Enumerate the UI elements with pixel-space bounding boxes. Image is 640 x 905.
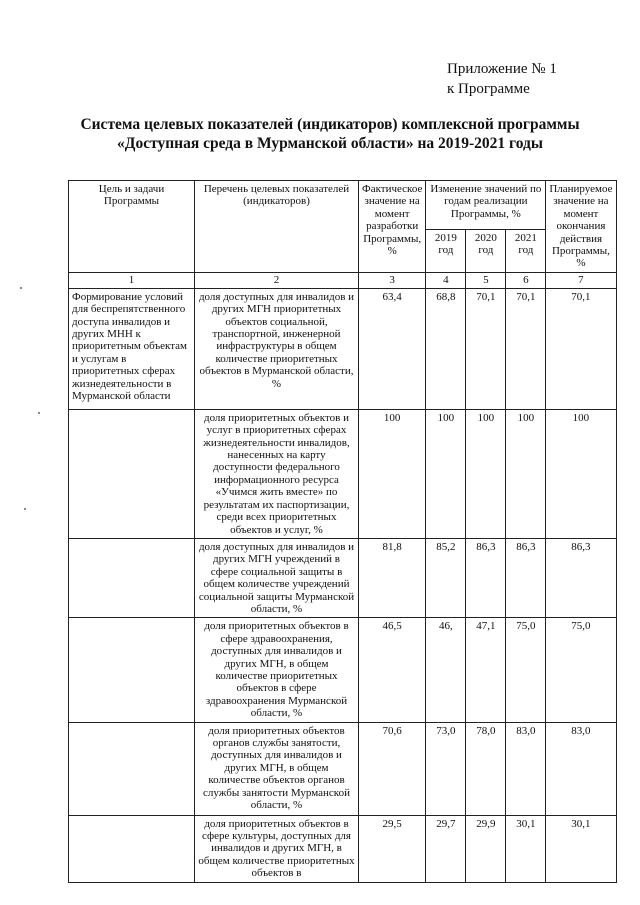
column-number: 1 [69, 272, 195, 288]
planned-value: 86,3 [546, 538, 616, 617]
value-2020: 78,0 [466, 722, 506, 815]
appendix-reference: к Программе [447, 81, 530, 97]
value-2020: 47,1 [466, 618, 506, 722]
indicator-cell: доля приоритетных объектов и услуг в приоритетных сферах жизнедеятельности инвалидов, нанесенных на карту доступности федерального информационного ресурса «Учимся жить вместе» по результатам их паспортизации, среди всех приоритетных объектов и услуг, % [195, 409, 359, 538]
column-number: 3 [359, 272, 426, 288]
planned-value: 100 [546, 409, 616, 538]
planned-value: 83,0 [546, 722, 616, 815]
header-row-1 [69, 181, 617, 230]
scan-speck [20, 287, 22, 289]
value-2021: 86,3 [506, 538, 546, 617]
header-year-2021: 2021 год [506, 230, 546, 273]
indicator-cell: доля приоритетных объектов в сфере здравоохранения, доступных для инвалидов и других МГН, в общем количестве приоритетных объектов в сфере здравоохранения Мурманской области, % [195, 618, 359, 722]
column-number: 7 [546, 272, 616, 288]
value-2019: 73,0 [426, 722, 466, 815]
indicator-cell: доля приоритетных объектов в сфере культуры, доступных для инвалидов и других МГН, в общем количестве приоритетных объектов в [195, 815, 359, 882]
value-2020: 29,9 [466, 815, 506, 882]
indicator-cell: доля приоритетных объектов органов службы занятости, доступных для инвалидов и других МГН, в общем количестве объектов органов службы занятости Мурманской области, % [195, 722, 359, 815]
indicator-cell: доля доступных для инвалидов и других МГН учреждений в сфере социальной защиты в общем количестве учреждений социальной защиты Мурманской области, % [195, 538, 359, 617]
header-planned: Планируемое значение на момент окончания действия Программы, % [546, 181, 616, 273]
value-2021: 83,0 [506, 722, 546, 815]
value-2019: 46, [426, 618, 466, 722]
scan-speck [38, 412, 40, 414]
goal-cell-empty [69, 409, 195, 538]
actual-value: 46,5 [359, 618, 426, 722]
goal-cell-empty [69, 618, 195, 722]
column-number: 2 [195, 272, 359, 288]
actual-value: 29,5 [359, 815, 426, 882]
appendix-label [447, 59, 557, 99]
value-2020: 100 [466, 409, 506, 538]
actual-value: 63,4 [359, 288, 426, 409]
value-2020: 86,3 [466, 538, 506, 617]
value-2020: 70,1 [466, 288, 506, 409]
title-line-2: «Доступная среда в Мурманской области» на 2019-2021 годы [117, 135, 543, 152]
goal-cell-empty [69, 815, 195, 882]
actual-value: 81,8 [359, 538, 426, 617]
scan-speck [24, 508, 26, 510]
header-actual: Фактическое значение на момент разработки Программы, % [359, 181, 426, 273]
actual-value: 70,6 [359, 722, 426, 815]
indicator-cell: доля доступных для инвалидов и других МГН приоритетных объектов социальной, транспортной, инженерной инфраструктуры в общем количестве приоритетных объектов в Мурманской области, % [195, 288, 359, 409]
title-line-1: Система целевых показателей (индикаторов) комплексной программы [80, 116, 580, 133]
table-row [69, 538, 617, 617]
header-goal: Цель и задачи Программы [69, 181, 195, 273]
header-indicators: Перечень целевых показателей (индикаторов) [195, 181, 359, 273]
column-number: 6 [506, 272, 546, 288]
column-number-row [69, 272, 617, 288]
appendix-number: Приложение № 1 [447, 61, 557, 77]
goal-cell-empty [69, 538, 195, 617]
goal-cell: Формирование условий для беспрепятственного доступа инвалидов и других МНН к приоритетным объектам и услугам в приоритетных сферах жизнедеятельности в Мурманской области [69, 288, 195, 409]
value-2019: 85,2 [426, 538, 466, 617]
value-2019: 29,7 [426, 815, 466, 882]
planned-value: 30,1 [546, 815, 616, 882]
indicators-table [68, 180, 617, 883]
table-row [69, 722, 617, 815]
value-2021: 30,1 [506, 815, 546, 882]
actual-value: 100 [359, 409, 426, 538]
value-2019: 68,8 [426, 288, 466, 409]
header-change: Изменение значений по годам реализации Программы, % [426, 181, 546, 230]
value-2021: 70,1 [506, 288, 546, 409]
table-row [69, 288, 617, 409]
table-row [69, 409, 617, 538]
value-2021: 100 [506, 409, 546, 538]
column-number: 5 [466, 272, 506, 288]
goal-cell-empty [69, 722, 195, 815]
value-2021: 75,0 [506, 618, 546, 722]
value-2019: 100 [426, 409, 466, 538]
table-row [69, 618, 617, 722]
planned-value: 75,0 [546, 618, 616, 722]
column-number: 4 [426, 272, 466, 288]
planned-value: 70,1 [546, 288, 616, 409]
header-year-2020: 2020 год [466, 230, 506, 273]
table-row [69, 815, 617, 882]
header-year-2019: 2019 год [426, 230, 466, 273]
document-title [60, 115, 600, 153]
